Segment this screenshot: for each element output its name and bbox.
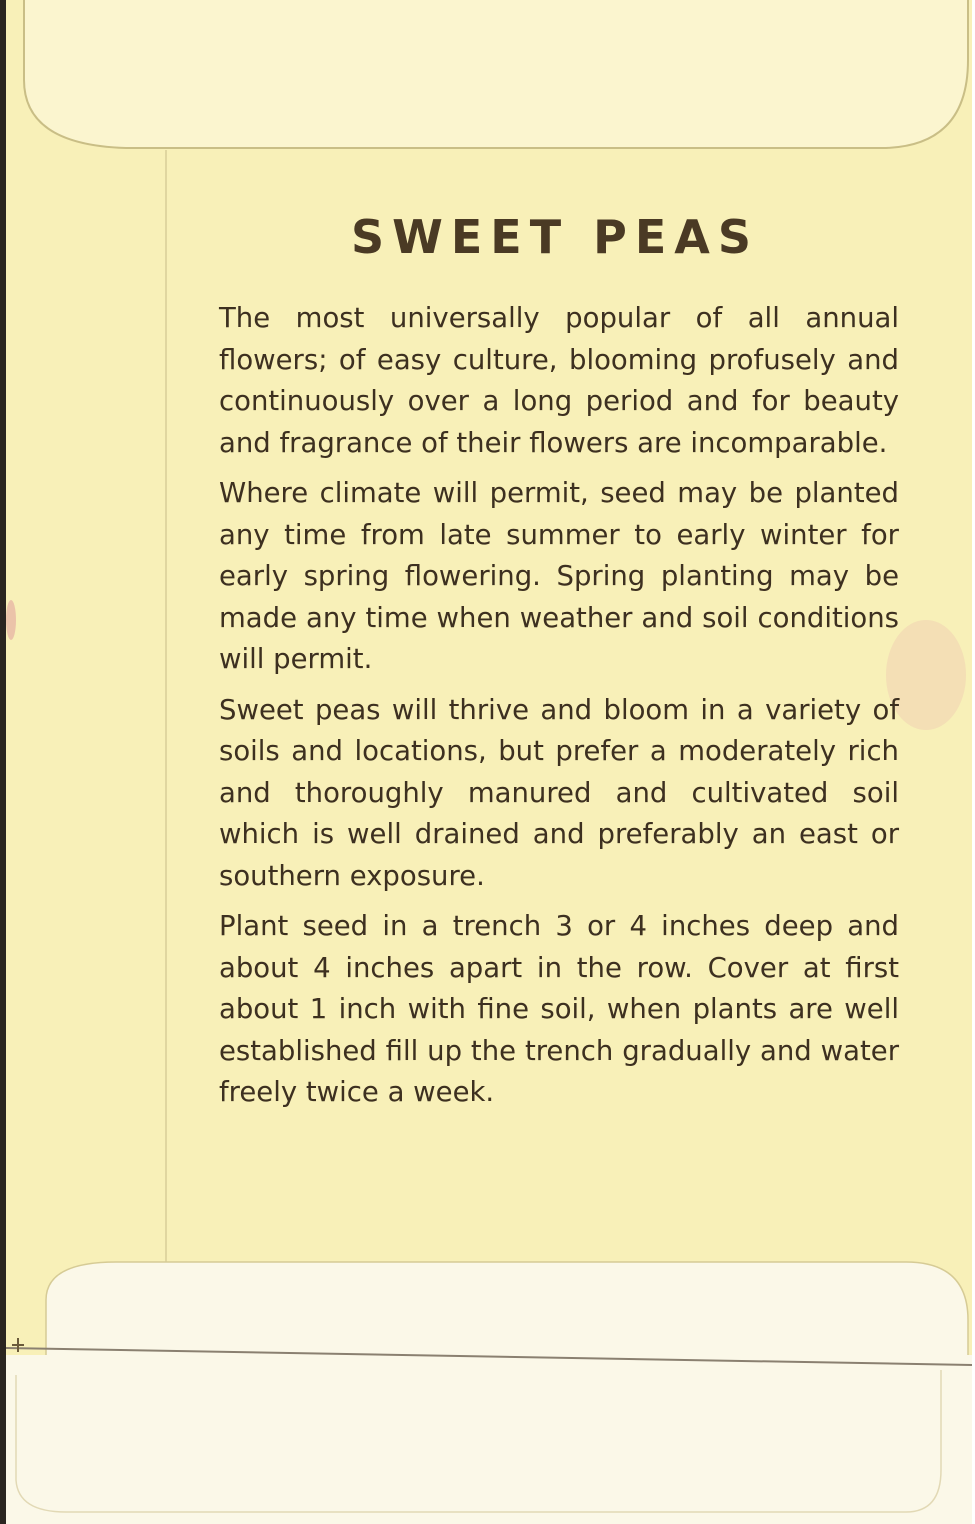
bottom-flap (46, 1262, 968, 1365)
description-paragraph: The most universally popular of all annual flowers; of easy culture, blooming profusely and continuously over a long period and for beauty and fragrance of their flowers are incomparable. (219, 302, 899, 459)
corner-mark (12, 1338, 24, 1352)
bottom-panel (6, 1355, 972, 1524)
planting-instructions (219, 298, 899, 1123)
planting-time-paragraph: Where climate will permit, seed may be planted any time from late summer to early winter for early spring flowering. Spring planting may be made any time when weather and soil conditions will permit. (219, 477, 899, 675)
sowing-paragraph: Plant seed in a trench 3 or 4 inches deep and about 4 inches apart in the row. Cover at first about 1 inch with fine soil, when plants are well established fill up the trench gradually and water freely twice a week. (219, 910, 899, 1108)
packet-title: SWEET PEAS (351, 210, 759, 264)
soil-paragraph: Sweet peas will thrive and bloom in a variety of soils and locations, but prefer a moderately rich and thoroughly manured and cultivated soil which is well drained and preferably an east or southern exposure. (219, 693, 899, 892)
paper-stain (6, 600, 16, 640)
top-flap (24, 0, 968, 148)
